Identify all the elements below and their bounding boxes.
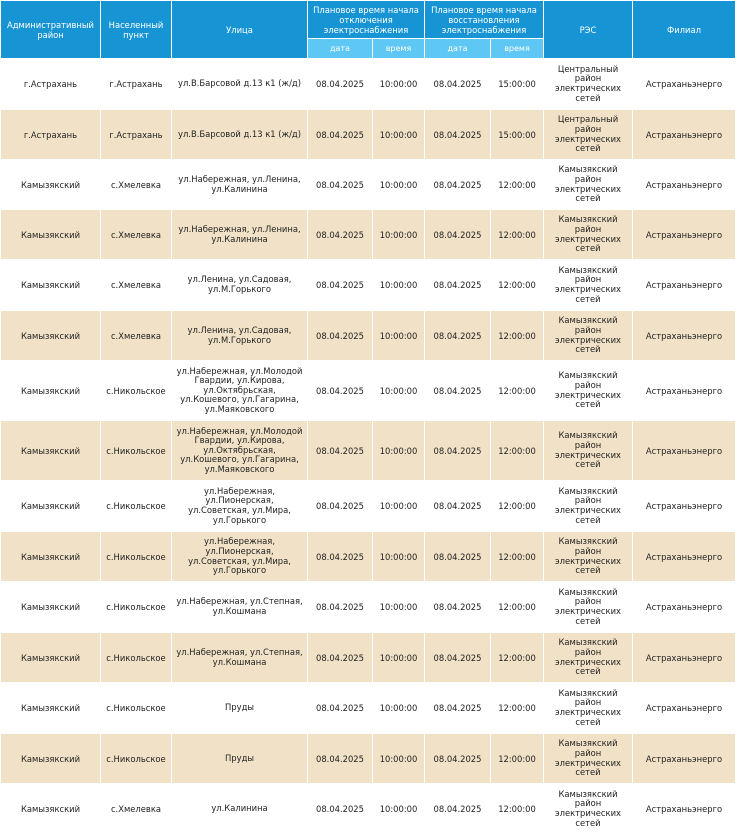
table-row (1, 210, 736, 260)
on-time-cell: 12:00:00 (491, 532, 544, 582)
subheader-on-time: время (491, 39, 544, 59)
street-cell: ул.Набережная, ул.Ленина, ул.Калинина (172, 160, 308, 210)
off-time-cell: 10:00:00 (373, 683, 425, 734)
street-cell: ул.Ленина, ул.Садовая, ул.М.Горького (172, 311, 308, 361)
table-row (1, 110, 736, 160)
header-branch: Филиал (633, 1, 736, 59)
on-time-cell: 12:00:00 (491, 734, 544, 784)
off-date-cell: 08.04.2025 (308, 633, 373, 683)
on-date-cell: 08.04.2025 (425, 633, 491, 683)
off-time-cell: 10:00:00 (373, 532, 425, 582)
off-time-cell: 10:00:00 (373, 260, 425, 311)
locality-cell: с.Хмелевка (101, 160, 172, 210)
table-row (1, 59, 736, 110)
table-row (1, 361, 736, 421)
locality-cell: с.Хмелевка (101, 210, 172, 260)
off-time-cell: 10:00:00 (373, 421, 425, 481)
table-body (1, 59, 736, 835)
on-date-cell: 08.04.2025 (425, 683, 491, 734)
district-cell: Камызякский (1, 582, 101, 633)
header-district: Административный район (1, 1, 101, 59)
branch-cell: Астраханьэнерго (633, 160, 736, 210)
on-time-cell: 15:00:00 (491, 59, 544, 110)
off-time-cell: 10:00:00 (373, 633, 425, 683)
street-cell: ул.Набережная, ул.Пионерская, ул.Советская, ул.Мира, ул.Горького (172, 481, 308, 532)
on-date-cell: 08.04.2025 (425, 210, 491, 260)
on-date-cell: 08.04.2025 (425, 734, 491, 784)
street-cell: ул.Набережная, ул.Молодой Гвардии, ул.Кирова, ул.Октябрьская, ул.Кошевого, ул.Гагарина, ул.Маяковского (172, 421, 308, 481)
locality-cell: с.Никольское (101, 633, 172, 683)
res-cell: Камызякский район электрических сетей (544, 260, 633, 311)
subheader-off-time: время (373, 39, 425, 59)
off-date-cell: 08.04.2025 (308, 481, 373, 532)
off-time-cell: 10:00:00 (373, 210, 425, 260)
on-time-cell: 12:00:00 (491, 633, 544, 683)
branch-cell: Астраханьэнерго (633, 110, 736, 160)
street-cell: ул.Набережная, ул.Молодой Гвардии, ул.Кирова, ул.Октябрьская, ул.Кошевого, ул.Гагарина, ул.Маяковского (172, 361, 308, 421)
on-date-cell: 08.04.2025 (425, 481, 491, 532)
street-cell: ул.Набережная, ул.Ленина, ул.Калинина (172, 210, 308, 260)
locality-cell: с.Хмелевка (101, 784, 172, 835)
off-time-cell: 10:00:00 (373, 481, 425, 532)
off-date-cell: 08.04.2025 (308, 160, 373, 210)
on-date-cell: 08.04.2025 (425, 421, 491, 481)
off-time-cell: 10:00:00 (373, 582, 425, 633)
table-row (1, 633, 736, 683)
header-street: Улица (172, 1, 308, 59)
district-cell: Камызякский (1, 532, 101, 582)
off-time-cell: 10:00:00 (373, 311, 425, 361)
district-cell: Камызякский (1, 260, 101, 311)
district-cell: Камызякский (1, 421, 101, 481)
res-cell: Камызякский район электрических сетей (544, 683, 633, 734)
street-cell: ул.В.Барсовой д.13 к1 (ж/д) (172, 110, 308, 160)
district-cell: Камызякский (1, 160, 101, 210)
table-row (1, 311, 736, 361)
on-time-cell: 12:00:00 (491, 481, 544, 532)
street-cell: ул.Калинина (172, 784, 308, 835)
district-cell: Камызякский (1, 481, 101, 532)
district-cell: Камызякский (1, 683, 101, 734)
street-cell: ул.В.Барсовой д.13 к1 (ж/д) (172, 59, 308, 110)
res-cell: Камызякский район электрических сетей (544, 210, 633, 260)
on-date-cell: 08.04.2025 (425, 361, 491, 421)
table-header (1, 1, 736, 59)
off-date-cell: 08.04.2025 (308, 110, 373, 160)
off-date-cell: 08.04.2025 (308, 260, 373, 311)
on-date-cell: 08.04.2025 (425, 532, 491, 582)
on-date-cell: 08.04.2025 (425, 784, 491, 835)
table-row (1, 532, 736, 582)
off-date-cell: 08.04.2025 (308, 734, 373, 784)
on-date-cell: 08.04.2025 (425, 260, 491, 311)
on-date-cell: 08.04.2025 (425, 110, 491, 160)
header-restore-time: Плановое время начала восстановления электроснабжения (425, 1, 544, 39)
district-cell: Камызякский (1, 210, 101, 260)
branch-cell: Астраханьэнерго (633, 532, 736, 582)
locality-cell: г.Астрахань (101, 110, 172, 160)
res-cell: Камызякский район электрических сетей (544, 784, 633, 835)
branch-cell: Астраханьэнерго (633, 683, 736, 734)
locality-cell: г.Астрахань (101, 59, 172, 110)
branch-cell: Астраханьэнерго (633, 784, 736, 835)
table-row (1, 784, 736, 835)
off-date-cell: 08.04.2025 (308, 361, 373, 421)
street-cell: ул.Набережная, ул.Пионерская, ул.Советская, ул.Мира, ул.Горького (172, 532, 308, 582)
subheader-off-date: дата (308, 39, 373, 59)
off-date-cell: 08.04.2025 (308, 532, 373, 582)
street-cell: Пруды (172, 683, 308, 734)
res-cell: Камызякский район электрических сетей (544, 361, 633, 421)
on-time-cell: 12:00:00 (491, 582, 544, 633)
branch-cell: Астраханьэнерго (633, 311, 736, 361)
on-time-cell: 12:00:00 (491, 210, 544, 260)
on-time-cell: 12:00:00 (491, 361, 544, 421)
branch-cell: Астраханьэнерго (633, 582, 736, 633)
district-cell: Камызякский (1, 311, 101, 361)
res-cell: Камызякский район электрических сетей (544, 160, 633, 210)
locality-cell: с.Хмелевка (101, 311, 172, 361)
table-row (1, 734, 736, 784)
table-row (1, 683, 736, 734)
off-date-cell: 08.04.2025 (308, 311, 373, 361)
branch-cell: Астраханьэнерго (633, 361, 736, 421)
branch-cell: Астраханьэнерго (633, 260, 736, 311)
locality-cell: с.Никольское (101, 582, 172, 633)
locality-cell: с.Никольское (101, 683, 172, 734)
district-cell: Камызякский (1, 633, 101, 683)
res-cell: Камызякский район электрических сетей (544, 421, 633, 481)
res-cell: Камызякский район электрических сетей (544, 481, 633, 532)
on-time-cell: 12:00:00 (491, 683, 544, 734)
branch-cell: Астраханьэнерго (633, 481, 736, 532)
on-time-cell: 15:00:00 (491, 110, 544, 160)
district-cell: Камызякский (1, 734, 101, 784)
table-row (1, 481, 736, 532)
branch-cell: Астраханьэнерго (633, 210, 736, 260)
off-time-cell: 10:00:00 (373, 734, 425, 784)
subheader-on-date: дата (425, 39, 491, 59)
table-row (1, 421, 736, 481)
street-cell: ул.Набережная, ул.Степная, ул.Кошмана (172, 633, 308, 683)
on-time-cell: 12:00:00 (491, 160, 544, 210)
on-time-cell: 12:00:00 (491, 784, 544, 835)
table-row (1, 160, 736, 210)
res-cell: Центральный район электрических сетей (544, 110, 633, 160)
district-cell: Камызякский (1, 784, 101, 835)
street-cell: ул.Ленина, ул.Садовая, ул.М.Горького (172, 260, 308, 311)
off-time-cell: 10:00:00 (373, 110, 425, 160)
header-off-time: Плановое время начала отключения электроснабжения (308, 1, 425, 39)
res-cell: Камызякский район электрических сетей (544, 633, 633, 683)
off-time-cell: 10:00:00 (373, 59, 425, 110)
branch-cell: Астраханьэнерго (633, 633, 736, 683)
on-date-cell: 08.04.2025 (425, 582, 491, 633)
off-date-cell: 08.04.2025 (308, 59, 373, 110)
locality-cell: с.Хмелевка (101, 260, 172, 311)
table-row (1, 260, 736, 311)
res-cell: Камызякский район электрических сетей (544, 582, 633, 633)
res-cell: Камызякский район электрических сетей (544, 734, 633, 784)
header-res: РЭС (544, 1, 633, 59)
res-cell: Камызякский район электрических сетей (544, 532, 633, 582)
header-locality: Населенный пункт (101, 1, 172, 59)
branch-cell: Астраханьэнерго (633, 59, 736, 110)
off-date-cell: 08.04.2025 (308, 421, 373, 481)
off-date-cell: 08.04.2025 (308, 210, 373, 260)
on-date-cell: 08.04.2025 (425, 160, 491, 210)
table-row (1, 582, 736, 633)
res-cell: Камызякский район электрических сетей (544, 311, 633, 361)
district-cell: г.Астрахань (1, 59, 101, 110)
on-time-cell: 12:00:00 (491, 311, 544, 361)
off-time-cell: 10:00:00 (373, 361, 425, 421)
district-cell: Камызякский (1, 361, 101, 421)
locality-cell: с.Никольское (101, 481, 172, 532)
off-date-cell: 08.04.2025 (308, 683, 373, 734)
district-cell: г.Астрахань (1, 110, 101, 160)
off-date-cell: 08.04.2025 (308, 582, 373, 633)
locality-cell: с.Никольское (101, 361, 172, 421)
branch-cell: Астраханьэнерго (633, 734, 736, 784)
on-time-cell: 12:00:00 (491, 421, 544, 481)
street-cell: Пруды (172, 734, 308, 784)
on-time-cell: 12:00:00 (491, 260, 544, 311)
branch-cell: Астраханьэнерго (633, 421, 736, 481)
off-time-cell: 10:00:00 (373, 784, 425, 835)
on-date-cell: 08.04.2025 (425, 59, 491, 110)
locality-cell: с.Никольское (101, 734, 172, 784)
off-time-cell: 10:00:00 (373, 160, 425, 210)
locality-cell: с.Никольское (101, 532, 172, 582)
street-cell: ул.Набережная, ул.Степная, ул.Кошмана (172, 582, 308, 633)
locality-cell: с.Никольское (101, 421, 172, 481)
res-cell: Центральный район электрических сетей (544, 59, 633, 110)
off-date-cell: 08.04.2025 (308, 784, 373, 835)
on-date-cell: 08.04.2025 (425, 311, 491, 361)
